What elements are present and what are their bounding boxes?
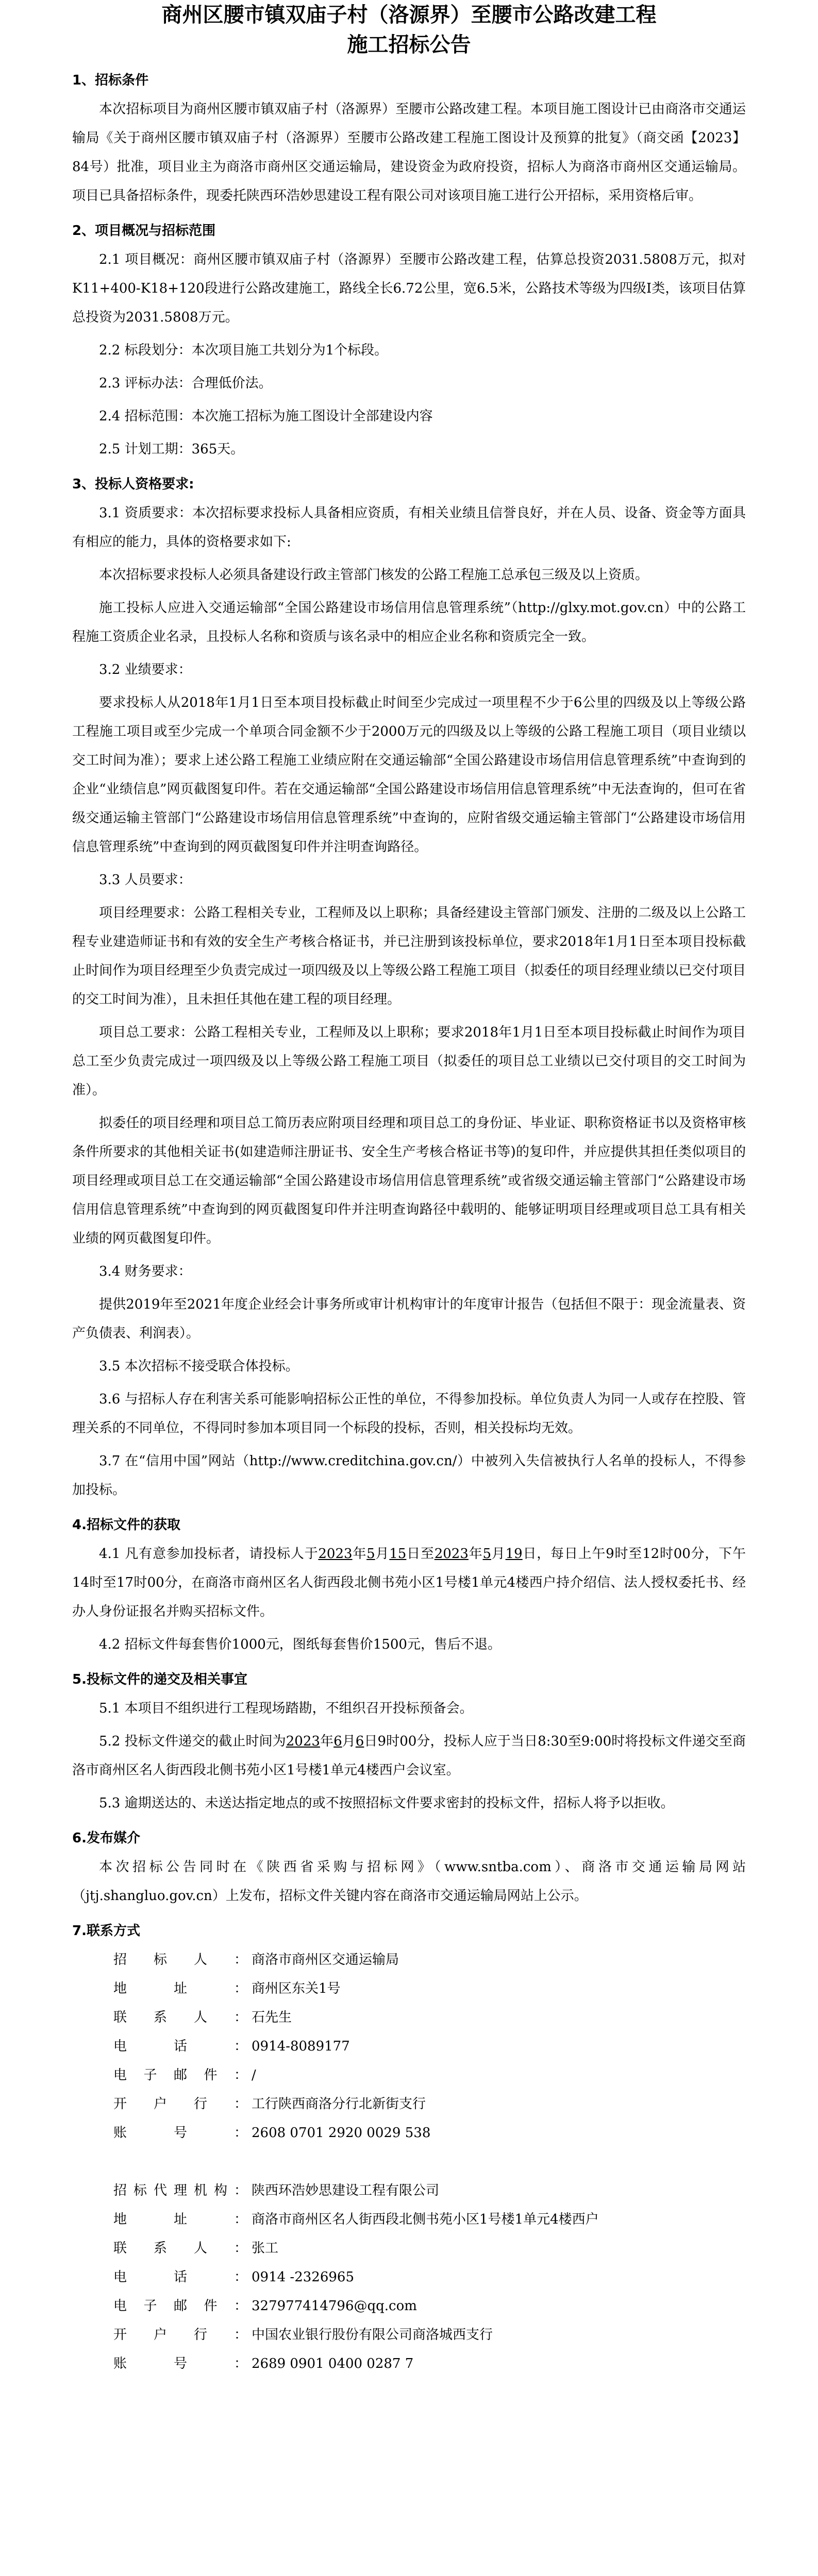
deadline-intro: 5.2 投标文件递交的截止时间为 xyxy=(99,1734,286,1749)
section-3-paragraph-9: 拟委任的项目经理和项目总工简历表应附项目经理和项目总工的身份证、毕业证、职称资格证书以及资格审核条件所要求的其他相关证书(如建造师注册证书、安全生产考核合格证书等)的复印件，并应提供其担任类似项目的项目经理或项目总工在交通运输部“全国公路建设市场信用信息管理系统”或省级交通运输主管部门“公路建设市场信用信息管理系统”中查询到的网页截图复印件并注明查询路径中载明的、能够证明项目经理或项目总工具有相关业绩的网页截图复印件。 xyxy=(72,1115,746,1246)
section-3-paragraph-13: 3.6 与招标人存在利害关系可能影响招标公正性的单位，不得参加投标。单位负责人为同一人或存在控股、管理关系的不同单位，不得同时参加本项目同一个标段的投标，否则，相关投标均无效。 xyxy=(72,1392,746,1436)
section-3-paragraph-12: 3.5 本次招标不接受联合体投标。 xyxy=(99,1359,299,1374)
section-3-paragraph-4: 3.2 业绩要求： xyxy=(99,662,192,677)
contact-value: 商洛市商州区名人街西段北侧书苑小区1号楼1单元4楼西户 xyxy=(252,2212,599,2227)
section-3-paragraph-10: 3.4 财务要求： xyxy=(99,1264,192,1279)
deadline-month: 6 xyxy=(333,1734,342,1749)
contact-key: 招标代理机构： xyxy=(113,2183,247,2198)
contact-row xyxy=(113,2320,746,2349)
contact-row xyxy=(113,2234,746,2263)
contact-row xyxy=(113,2061,746,2090)
section-3-paragraph-11: 提供2019年至2021年度企业经会计事务所或审计机构审计的年度审计报告（包括但不限于：现金流量表、资产负债表、利润表）。 xyxy=(72,1297,746,1341)
contact-row xyxy=(113,2205,746,2234)
notice-subtitle: 施工招标公告 xyxy=(347,33,471,57)
contact-value: 0914 -2326965 xyxy=(252,2269,355,2285)
section-5-paragraph-3: 5.3 逾期送达的、未送达指定地点的或不按照招标文件要求密封的投标文件，招标人将予以拒收。 xyxy=(99,1795,674,1811)
contact-value: 陕西环浩妙思建设工程有限公司 xyxy=(252,2183,440,2198)
contact-key: 地址： xyxy=(113,2212,247,2227)
sale-end-day: 19 xyxy=(505,1546,523,1562)
contact-row xyxy=(113,2032,746,2061)
sale-end-month: 5 xyxy=(482,1546,492,1562)
date-sep: 月 xyxy=(491,1546,506,1562)
contact-key: 联系人： xyxy=(113,2241,247,2256)
contact-value: 工行陕西商洛分行北新街支行 xyxy=(252,2096,426,2112)
doc-sale-intro: 4.1 凡有意参加投标者，请投标人于 xyxy=(99,1546,319,1562)
contact-value: 327977414796@qq.com xyxy=(252,2298,417,2314)
contact-key: 电子邮件： xyxy=(113,2067,247,2083)
section-4-paragraph-2: 4.2 招标文件每套售价1000元，图纸每套售价1500元，售后不退。 xyxy=(99,1637,501,1652)
date-sep: 年 xyxy=(352,1546,367,1562)
section-heading-2: 2、项目概况与招标范围 xyxy=(72,223,216,239)
contact-value: 商洛市商州区交通运输局 xyxy=(252,1952,399,1968)
deadline-year: 2023 xyxy=(286,1734,320,1749)
contact-key: 电话： xyxy=(113,2039,247,2054)
contact-key: 账号： xyxy=(113,2356,247,2371)
contact-row xyxy=(113,2090,746,2119)
section-2-paragraph-3: 2.3 评标办法：合理低价法。 xyxy=(99,376,272,391)
contact-value: 2608 0701 2920 0029 538 xyxy=(252,2125,431,2141)
section-3-paragraph-2: 本次招标要求投标人必须具备建设行政主管部门核发的公路工程施工总承包三级及以上资质。 xyxy=(99,567,649,583)
contact-key: 电子邮件： xyxy=(113,2298,247,2314)
tenderer-contact-block xyxy=(72,1945,746,2147)
contact-key: 联系人： xyxy=(113,2010,247,2025)
section-3-paragraph-8: 项目总工要求：公路工程相关专业，工程师及以上职称；要求2018年1月1日至本项目投标截止时间作为项目总工至少负责完成过一项四级及以上等级公路工程施工项目（拟委任的项目总工业绩以已交付项目的交工时间为准）。 xyxy=(72,1025,746,1098)
section-3-paragraph-1: 3.1 资质要求：本次招标要求投标人具备相应资质，有相关业绩且信誉良好，并在人员、设备、资金等方面具有相应的能力，具体的资格要求如下: xyxy=(72,505,746,550)
section-heading-5: 5.投标文件的递交及相关事宜 xyxy=(72,1672,247,1687)
contact-row xyxy=(113,2119,746,2147)
contact-value: 张工 xyxy=(252,2241,279,2256)
contact-row xyxy=(113,2292,746,2320)
contact-value: 石先生 xyxy=(252,2010,292,2025)
contact-key: 开户行： xyxy=(113,2096,247,2112)
section-heading-4: 4.招标文件的获取 xyxy=(72,1517,180,1533)
contact-key: 开户行： xyxy=(113,2327,247,2343)
notice-title: 商州区腰市镇双庙子村（洛源界）至腰市公路改建工程 xyxy=(161,3,657,27)
contact-key: 账号： xyxy=(113,2125,247,2141)
section-heading-1: 1、招标条件 xyxy=(72,73,149,88)
section-2-paragraph-2: 2.2 标段划分：本次项目施工共划分为1个标段。 xyxy=(99,343,388,358)
contact-row xyxy=(113,1945,746,1974)
section-4-paragraph-1 xyxy=(72,1539,746,1626)
section-3-paragraph-7: 项目经理要求：公路工程相关专业，工程师及以上职称；具备经建设主管部门颁发、注册的二级及以上公路工程专业建造师证书和有效的安全生产考核合格证书，并已注册到该投标单位，要求2018年1月1日至本项目投标截止时间作为项目经理至少负责完成过一项四级及以上等级公路工程施工项目（拟委任的项目经理业绩以已交付项目的交工时间为准），且未担任其他在建工程的项目经理。 xyxy=(72,905,746,1007)
section-heading-7: 7.联系方式 xyxy=(72,1923,140,1939)
deadline-day: 6 xyxy=(355,1734,364,1749)
contact-key: 电话： xyxy=(113,2269,247,2285)
section-2-paragraph-4: 2.4 招标范围：本次施工招标为施工图设计全部建设内容 xyxy=(99,409,433,424)
sale-start-day: 15 xyxy=(389,1546,407,1562)
date-sep: 年 xyxy=(468,1546,483,1562)
spacer xyxy=(72,2147,746,2176)
date-sep: 月 xyxy=(375,1546,390,1562)
section-heading-3: 3、投标人资格要求: xyxy=(72,477,194,492)
section-heading-6: 6.发布媒介 xyxy=(72,1831,140,1846)
contact-key: 招标人： xyxy=(113,1952,247,1968)
section-3-paragraph-3: 施工投标人应进入交通运输部“全国公路建设市场信用信息管理系统”（http://glxy.mot.gov.cn）中的公路工程施工资质企业名录，且投标人名称和资质与该名录中的相应企业名称和资质完全一致。 xyxy=(72,600,746,645)
section-3-paragraph-6: 3.3 人员要求： xyxy=(99,872,192,888)
sale-end-year: 2023 xyxy=(434,1546,469,1562)
section-3-paragraph-5: 要求投标人从2018年1月1日至本项目投标截止时间至少完成过一项里程不少于6公里的四级及以上等级公路工程施工项目或至少完成一个单项合同金额不少于2000万元的四级及以上等级的公路工程施工项目（项目业绩以交工时间为准）；要求上述公路工程施工业绩应附在交通运输部“全国公路建设市场信用信息管理系统”中查询到的企业“业绩信息”网页截图复印件。若在交通运输部“全国公路建设市场信用信息管理系统”中无法查询的，但可在省级交通运输主管部门“公路建设市场信用信息管理系统”中查询的，应附省级交通运输主管部门“公路建设市场信用信息管理系统”中查询到的网页截图复印件并注明查询路径。 xyxy=(72,695,746,855)
section-2-paragraph-1: 2.1 项目概况：商州区腰市镇双庙子村（洛源界）至腰市公路改建工程，估算总投资2031.5808万元，拟对K11+400-K18+120段进行公路改建施工，路线全长6.72公里，宽6.5米，公路技术等级为四级Ⅰ类，该项目估算总投资为2031.5808万元。 xyxy=(72,252,746,325)
contact-value: 0914-8089177 xyxy=(252,2039,350,2054)
contact-value: 商州区东关1号 xyxy=(252,1981,341,1996)
contact-row xyxy=(113,2003,746,2032)
section-5-paragraph-2 xyxy=(72,1727,746,1785)
section-5-paragraph-1: 5.1 本项目不组织进行工程现场踏勘，不组织召开投标预备会。 xyxy=(99,1701,473,1716)
agent-contact-block xyxy=(72,2176,746,2378)
sale-start-month: 5 xyxy=(366,1546,375,1562)
date-sep: 日至 xyxy=(406,1546,435,1562)
section-1-paragraph: 本次招标项目为商州区腰市镇双庙子村（洛源界）至腰市公路改建工程。本项目施工图设计已由商洛市交通运输局《关于商州区腰市镇双庙子村（洛源界）至腰市公路改建工程施工图设计及预算的批复》（商交函【2023】84号）批准，项目业主为商洛市商州区交通运输局，建设资金为政府投资，招标人为商洛市商州区交通运输局。项目已具备招标条件，现委托陕西环浩妙思建设工程有限公司对该项目施工进行公开招标，采用资格后审。 xyxy=(72,101,746,204)
section-2-paragraph-5: 2.5 计划工期：365天。 xyxy=(99,442,244,457)
contact-row xyxy=(113,2349,746,2378)
date-sep: 年 xyxy=(320,1734,334,1749)
sale-start-year: 2023 xyxy=(318,1546,353,1562)
date-sep: 月 xyxy=(342,1734,356,1749)
contact-value: / xyxy=(252,2067,256,2083)
contact-row xyxy=(113,2263,746,2292)
contact-row xyxy=(113,2176,746,2205)
doc-sale-details: 日，每日上午9时至12时00分，下午14时至17时00分，在商洛市商州区名人街西段北侧书苑小区1号楼1单元4楼西户持介绍信、法人授权委托书、经办人身份证报名并购买招标文件。 xyxy=(72,1546,746,1619)
section-6-paragraph: 本次招标公告同时在《陕西省采购与招标网》（www.sntba.com）、商洛市交通运输局网站（jtj.shangluo.gov.cn）上发布，招标文件关键内容在商洛市交通运输局网站上公示。 xyxy=(72,1859,746,1904)
deadline-details: 日9时00分，投标人应于当日8:30至9:00时将投标文件递交至商洛市商州区名人街西段北侧书苑小区1号楼1单元4楼西户会议室。 xyxy=(72,1734,746,1778)
section-3-paragraph-14: 3.7 在“信用中国”网站（http://www.creditchina.gov.cn/）中被列入失信被执行人名单的投标人，不得参加投标。 xyxy=(72,1453,746,1498)
contact-row xyxy=(113,1974,746,2003)
contact-value: 2689 0901 0400 0287 7 xyxy=(252,2356,414,2371)
contact-value: 中国农业银行股份有限公司商洛城西支行 xyxy=(252,2327,493,2343)
contact-key: 地址： xyxy=(113,1981,247,1996)
